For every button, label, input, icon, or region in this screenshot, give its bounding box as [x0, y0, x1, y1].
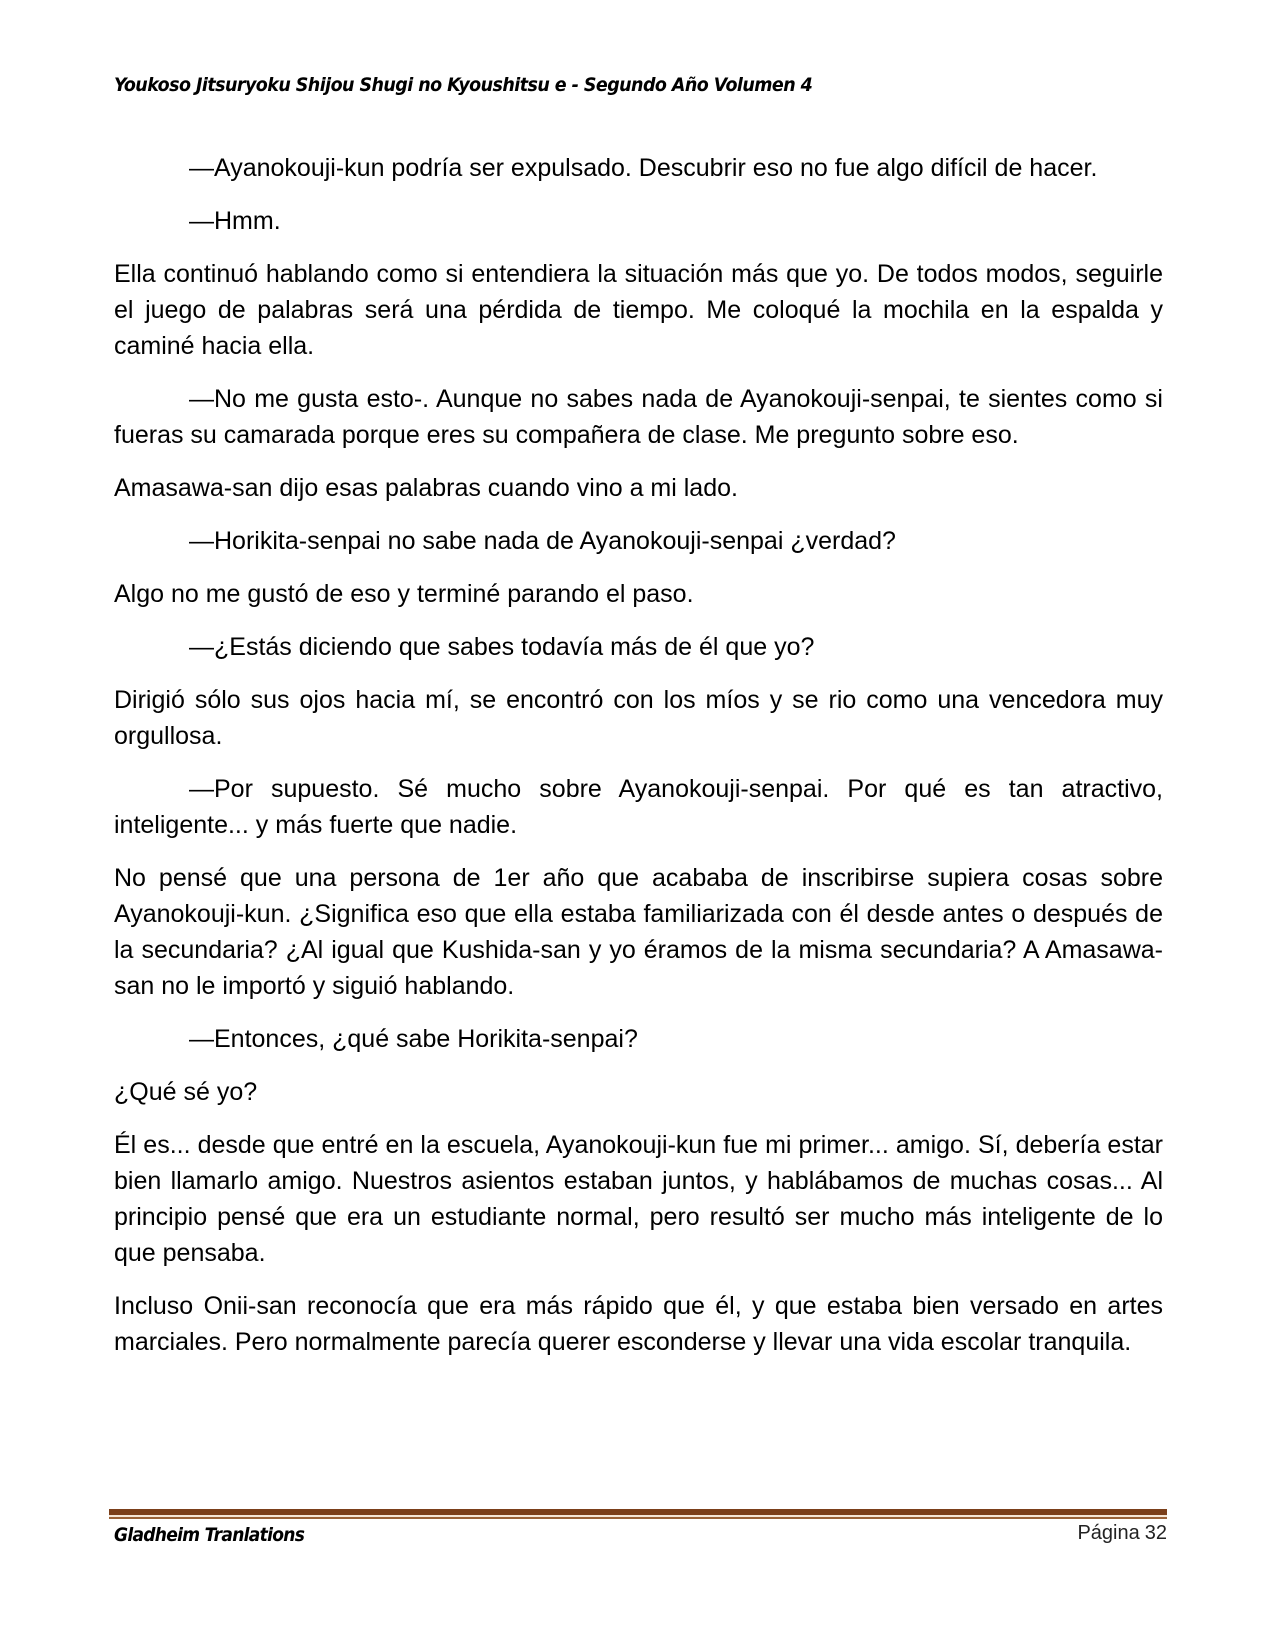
page-number: [1077, 1522, 1167, 1545]
footer-divider: [109, 1509, 1167, 1520]
paragraph: —Por supuesto. Sé mucho sobre Ayanokouji-senpai. Por qué es tan atractivo, inteligente... y más fuerte que nadie.: [114, 775, 1163, 839]
page-label: Página: [1077, 1522, 1140, 1544]
paragraph: Algo no me gustó de eso y terminé parando el paso.: [114, 580, 694, 608]
page-body: [114, 150, 1163, 1377]
footer-credit: Gladheim Tranlations: [114, 1524, 305, 1546]
page-number-value: 32: [1144, 1522, 1167, 1544]
paragraph: —¿Estás diciendo que sabes todavía más de él que yo?: [189, 633, 815, 661]
paragraph: ¿Qué sé yo?: [114, 1078, 258, 1106]
paragraph: —Ayanokouji-kun podría ser expulsado. Descubrir eso no fue algo difícil de hacer.: [189, 154, 1098, 182]
paragraph: Dirigió sólo sus ojos hacia mí, se encontró con los míos y se rio como una vencedora muy orgullosa.: [114, 686, 1163, 750]
paragraph: Amasawa-san dijo esas palabras cuando vino a mi lado.: [114, 474, 738, 502]
running-header: Youkoso Jitsuryoku Shijou Shugi no Kyoushitsu e - Segundo Año Volumen 4: [114, 74, 813, 96]
paragraph: No pensé que una persona de 1er año que acababa de inscribirse supiera cosas sobre Ayanokouji-kun. ¿Significa eso que ella estaba familiarizada con él desde antes o después de la secundaria? ¿Al igual que Kushida-san y yo éramos de la misma secundaria? A Amasawa-san no le importó y siguió hablando.: [114, 864, 1163, 1000]
paragraph: —Entonces, ¿qué sabe Horikita-senpai?: [189, 1025, 638, 1053]
paragraph: —Horikita-senpai no sabe nada de Ayanokouji-senpai ¿verdad?: [189, 527, 896, 555]
footer-divider-thin: [109, 1517, 1167, 1519]
paragraph: —Hmm.: [189, 207, 281, 235]
paragraph: Ella continuó hablando como si entendiera la situación más que yo. De todos modos, seguirle el juego de palabras será una pérdida de tiempo. Me coloqué la mochila en la espalda y caminé hacia ella.: [114, 260, 1163, 360]
paragraph: —No me gusta esto-. Aunque no sabes nada de Ayanokouji-senpai, te sientes como si fueras su camarada porque eres su compañera de clase. Me pregunto sobre eso.: [114, 385, 1163, 449]
paragraph: Incluso Onii-san reconocía que era más rápido que él, y que estaba bien versado en artes marciales. Pero normalmente parecía querer esconderse y llevar una vida escolar tranquila.: [114, 1292, 1163, 1356]
paragraph: Él es... desde que entré en la escuela, Ayanokouji-kun fue mi primer... amigo. Sí, debería estar bien llamarlo amigo. Nuestros asientos estaban juntos, y hablábamos de muchas cosas... Al principio pensé que era un estudiante normal, pero resultó ser mucho más inteligente de lo que pensaba.: [114, 1131, 1163, 1267]
